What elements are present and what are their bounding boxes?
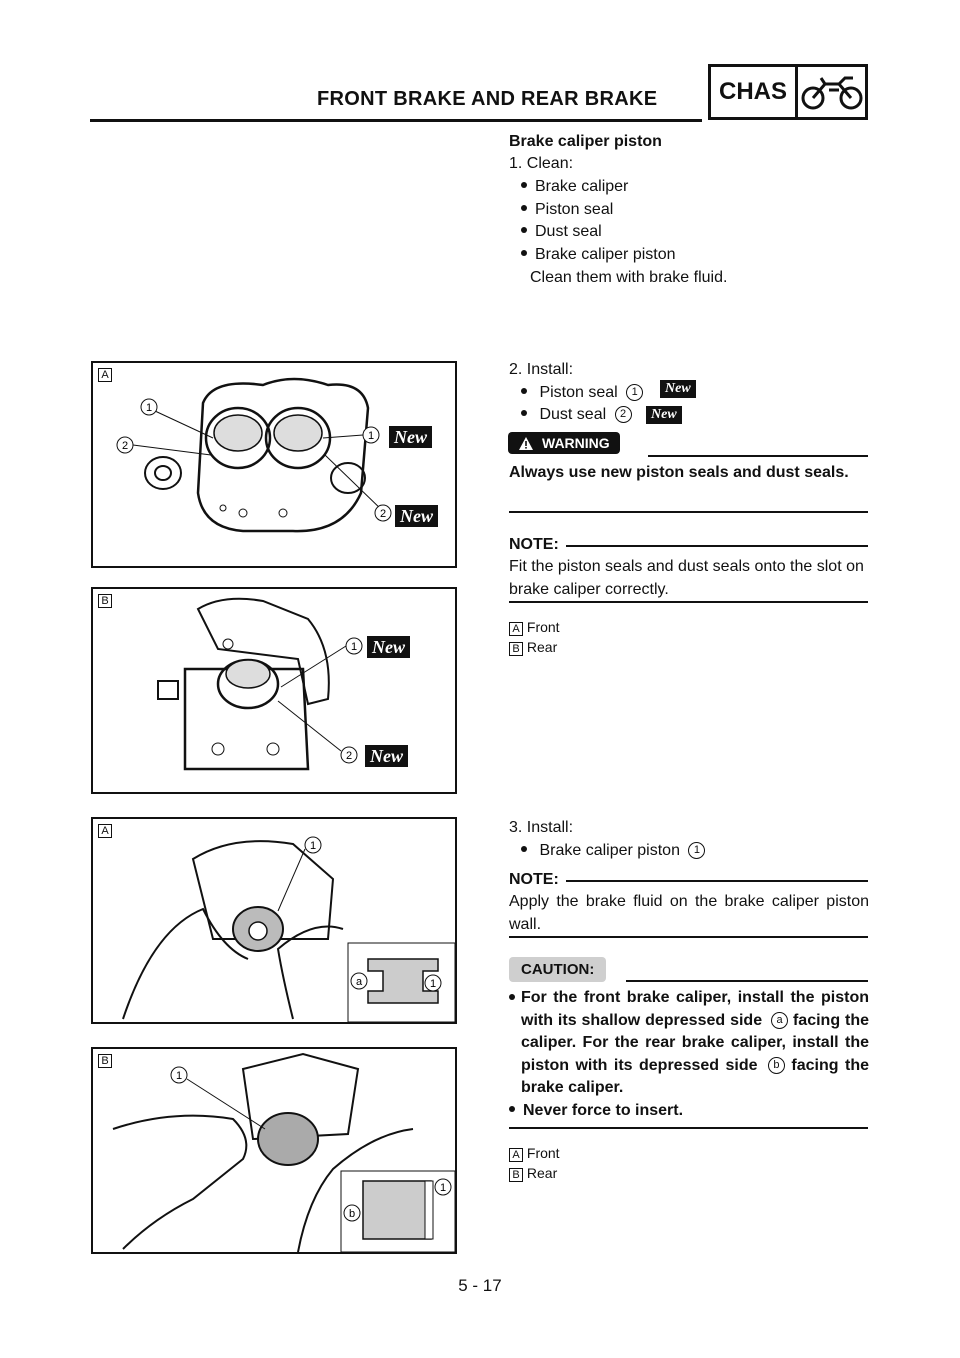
note-text: Fit the piston seals and dust seals onto the slot on brake caliper correctly. (509, 558, 864, 598)
divider (626, 980, 868, 982)
callout-b: b (348, 1208, 356, 1220)
legend-key: A (509, 1148, 523, 1162)
legend-item-rear (509, 637, 557, 657)
figure-front-seals (91, 361, 457, 568)
legend-text: Rear (526, 639, 558, 655)
callout-number: 2 (615, 406, 632, 423)
step3-label: 3. Install: (509, 819, 574, 836)
divider (509, 1127, 868, 1129)
page-number: 5 - 17 (458, 1276, 502, 1295)
divider (648, 455, 868, 457)
new-tag: New (660, 380, 696, 398)
callout-letter: b (768, 1057, 785, 1074)
header-rule (90, 119, 702, 122)
divider (509, 936, 868, 938)
caution-badge: CAUTION: (509, 957, 606, 982)
callout-2: 2 (345, 750, 353, 762)
legend-item-rear (509, 1163, 557, 1183)
legend-key: B (509, 1168, 523, 1182)
new-tag: New (395, 505, 438, 527)
figure-label: B (98, 594, 112, 608)
legend-item-front (509, 617, 560, 637)
caution-item (509, 987, 869, 1100)
warning-label: WARNING (542, 435, 610, 451)
new-tag: New (367, 636, 410, 658)
step1-label: 1. Clean: (509, 155, 574, 172)
item-text: Dust seal (539, 406, 607, 423)
callout-1: 1 (429, 978, 437, 990)
legend-key: A (509, 622, 523, 636)
list-item (521, 404, 632, 427)
figure-rear-seals (91, 587, 457, 794)
figure-front-piston (91, 817, 457, 1024)
callout-1: 1 (145, 402, 153, 414)
step2-label: 2. Install: (509, 361, 574, 378)
legend-text: Front (526, 1145, 560, 1161)
list-item: Piston seal (521, 199, 613, 222)
callout-a: a (355, 976, 363, 988)
callout-1: 1 (175, 1070, 183, 1082)
figure-rear-piston (91, 1047, 457, 1254)
callout-1: 1 (367, 430, 375, 442)
new-tag: New (365, 745, 408, 767)
callout-2: 2 (379, 508, 387, 520)
divider (566, 880, 868, 882)
caution-text: facing the brake caliper. (521, 1056, 869, 1096)
figure-label: B (98, 1054, 112, 1068)
caution-text: facing the caliper. For the rear brake caliper, install the piston with its depressed side (521, 1011, 870, 1074)
figure-label: A (98, 368, 112, 382)
legend-key: B (509, 642, 523, 656)
list-item: Brake caliper (521, 176, 628, 199)
step1-note: Clean them with brake fluid. (530, 269, 728, 286)
front-caliper-drawing (93, 363, 455, 566)
list-item (521, 382, 643, 405)
page-title: FRONT BRAKE AND REAR BRAKE (317, 88, 658, 110)
section-box (708, 64, 868, 120)
new-tag: New (646, 406, 682, 424)
rear-piston-drawing (93, 1049, 455, 1252)
figure-label: A (98, 824, 112, 838)
legend-item-front (509, 1143, 560, 1163)
callout-1: 1 (350, 641, 358, 653)
section-label: CHAS (711, 67, 798, 117)
callout-number: 1 (688, 842, 705, 859)
callout-number: 1 (626, 384, 643, 401)
callout-2: 2 (121, 440, 129, 452)
front-piston-drawing (93, 819, 455, 1022)
callout-letter: a (771, 1012, 788, 1029)
item-text: Brake caliper piston (539, 842, 680, 859)
divider (509, 511, 868, 513)
warning-text: Always use new piston seals and dust seals. (509, 464, 849, 481)
caution-item: Never force to insert. (509, 1100, 683, 1123)
note-label: NOTE: (509, 871, 559, 888)
list-item: Brake caliper piston (521, 244, 676, 267)
note-label: NOTE: (509, 536, 559, 553)
item-text: Piston seal (539, 384, 618, 401)
caution-text: For the front brake caliper, install the piston with its shallow depressed side (521, 989, 869, 1029)
divider (509, 601, 868, 603)
new-tag: New (389, 426, 432, 448)
warning-badge (508, 432, 620, 454)
divider (566, 545, 868, 547)
legend-text: Front (526, 619, 560, 635)
section-heading: Brake caliper piston (509, 133, 662, 150)
legend-text: Rear (526, 1165, 558, 1181)
list-item: Dust seal (521, 221, 602, 244)
list-item (521, 840, 705, 863)
warning-icon (518, 436, 534, 451)
motorcycle-icon (798, 67, 865, 117)
callout-1: 1 (309, 840, 317, 852)
callout-1: 1 (439, 1182, 447, 1194)
note-text: Apply the brake fluid on the brake caliper piston wall. (509, 893, 869, 933)
